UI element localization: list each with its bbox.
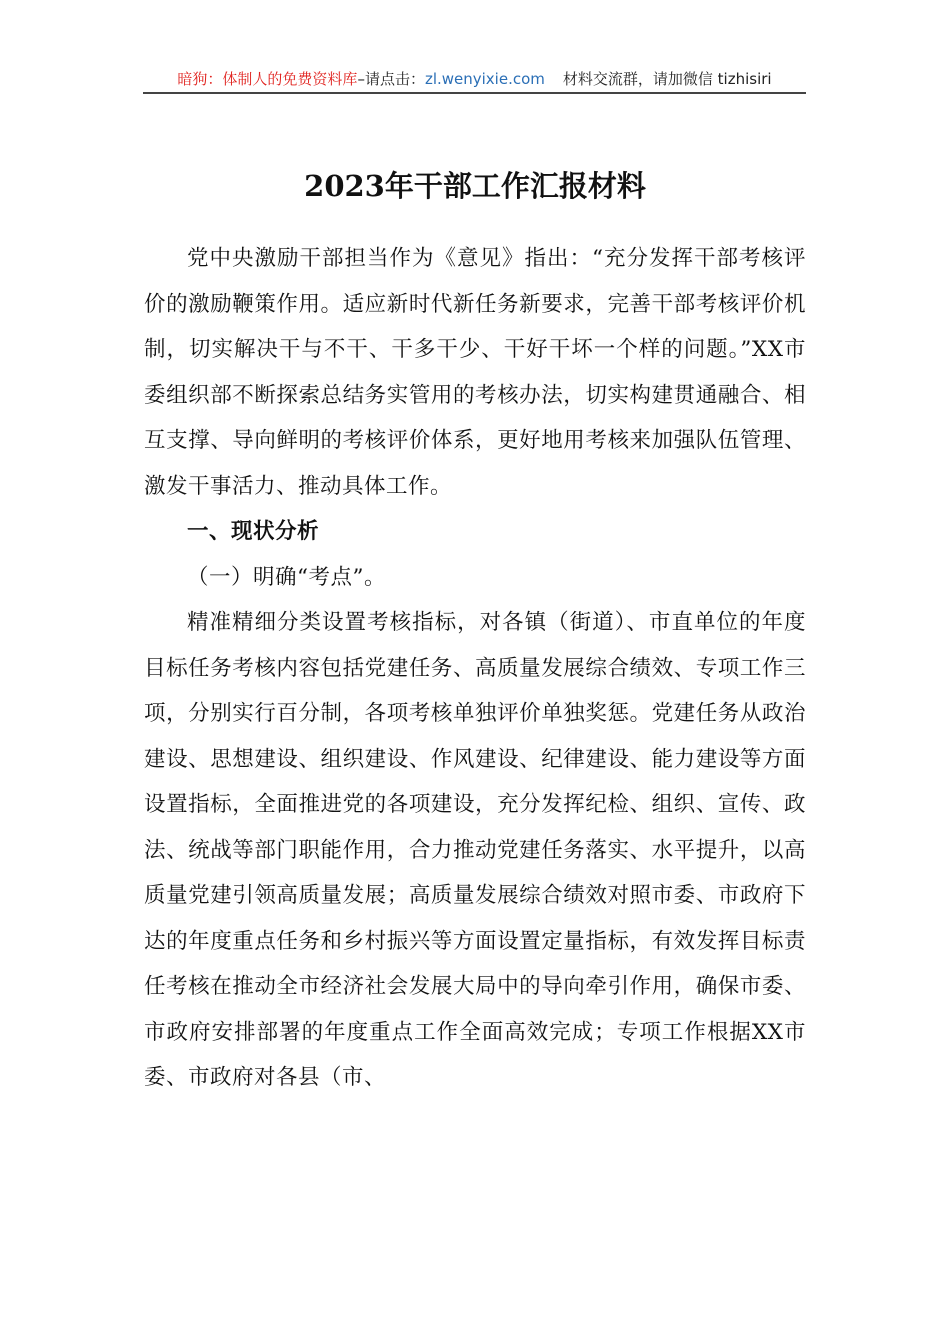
body-paragraph: 精准精细分类设置考核指标，对各镇（街道）、市直单位的年度目标任务考核内容包括党建任务、高质量发展综合绩效、专项工作三项，分别实行百分制，各项考核单独评价单独奖惩。党建任务从政治建设、思想建设、组织建设、作风建设、纪律建设、能力建设等方面设置指标，全面推进党的各项建设，充分发挥纪检、组织、宣传、政法、统战等部门职能作用，合力推动党建任务落实、水平提升，以高质量党建引领高质量发展；高质量发展综合绩效对照市委、市政府下达的年度重点任务和乡村振兴等方面设置定量指标，有效发挥目标责任考核在推动全市经济社会发展大局中的导向牵引作用，确保市委、市政府安排部署的年度重点工作全面高效完成；专项工作根据XX市委、市政府对各县（市、 [144, 610, 806, 1090]
header-divider [143, 92, 806, 94]
document-title: 2023年干部工作汇报材料 [304, 169, 646, 203]
contact-text: 材料交流群，请加微信 tizhisiri [562, 70, 772, 88]
subsection-heading: （一）明确“考点”。 [187, 564, 386, 590]
website-link[interactable]: zl.wenyixie.com [424, 70, 545, 88]
promo-text: 暗狗：体制人的免费资料库 [177, 70, 358, 88]
click-prompt: –请点击： [357, 70, 425, 88]
document-body [144, 236, 806, 1101]
page-header-banner [143, 66, 806, 92]
section-heading: 一、现状分析 [187, 519, 320, 544]
intro-paragraph: 党中央激励干部担当作为《意见》指出：“充分发挥干部考核评价的激励鞭策作用。适应新时代新任务新要求，完善干部考核评价机制，切实解决干与不干、干多干少、干好干坏一个样的问题。”XX市委组织部不断探索总结务实管用的考核办法，切实构建贯通融合、相互支撑、导向鲜明的考核评价体系，更好地用考核来加强队伍管理、激发干事活力、推动具体工作。 [144, 246, 806, 499]
